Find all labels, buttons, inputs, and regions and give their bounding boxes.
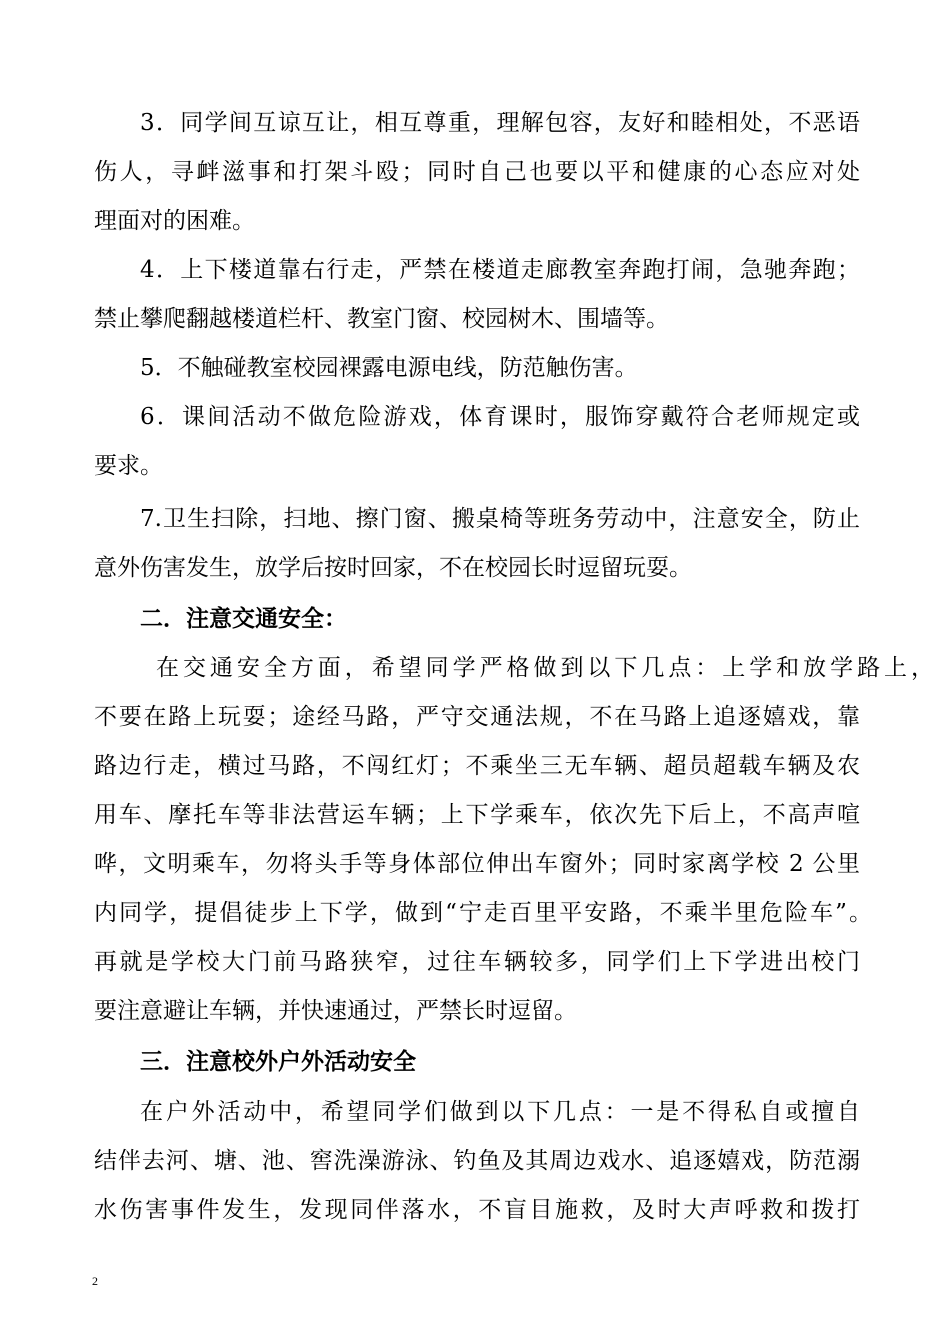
traffic-paragraph-line-6: 内同学，提倡徒步上下学，做到“宁走百里平安路，不乘半里危险车”。 — [94, 900, 872, 926]
paragraph-6-line-2: 要求。 — [94, 453, 163, 479]
paragraph-7-line-2: 意外伤害发生，放学后按时回家，不在校园长时逗留玩耍。 — [94, 555, 692, 581]
paragraph-3-line-3: 理面对的困难。 — [94, 208, 255, 234]
page-number: 2 — [92, 1274, 98, 1288]
traffic-paragraph-line-5: 哗，文明乘车，勿将头手等身体部位伸出车窗外；同时家离学校 2 公里 — [94, 851, 860, 877]
outdoor-paragraph-line-1: 在户外活动中，希望同学们做到以下几点：一是不得私自或擅自 — [140, 1099, 860, 1125]
paragraph-6-line-1: 6．课间活动不做危险游戏，体育课时，服饰穿戴符合老师规定或 — [140, 404, 860, 430]
traffic-paragraph-line-4: 用车、摩托车等非法营运车辆；上下学乘车，依次先下后上，不高声喧 — [94, 802, 860, 828]
traffic-paragraph-line-2: 不要在路上玩耍；途经马路，严守交通法规，不在马路上追逐嬉戏，靠 — [94, 704, 860, 730]
section-heading-traffic-safety: 二．注意交通安全： — [140, 605, 347, 632]
outdoor-paragraph-line-3: 水伤害事件发生，发现同伴落水，不盲目施救，及时大声呼救和拨打 — [94, 1197, 860, 1223]
traffic-paragraph-line-7: 再就是学校大门前马路狭窄，过往车辆较多，同学们上下学进出校门 — [94, 949, 860, 975]
paragraph-5-line-1: 5．不触碰教室校园裸露电源电线，防范触伤害。 — [140, 355, 638, 381]
traffic-paragraph-line-8: 要注意避让车辆，并快速通过，严禁长时逗留。 — [94, 998, 577, 1024]
paragraph-4-line-2: 禁止攀爬翻越楼道栏杆、教室门窗、校园树木、围墙等。 — [94, 306, 669, 332]
outdoor-paragraph-line-2: 结伴去河、塘、池、窖洗澡游泳、钓鱼及其周边戏水、追逐嬉戏，防范溺 — [94, 1148, 860, 1174]
paragraph-3-line-1: 3．同学间互谅互让，相互尊重，理解包容，友好和睦相处，不恶语 — [140, 110, 860, 136]
traffic-paragraph-line-3: 路边行走，横过马路，不闯红灯；不乘坐三无车辆、超员超载车辆及农 — [94, 753, 860, 779]
paragraph-4-line-1: 4．上下楼道靠右行走，严禁在楼道走廊教室奔跑打闹，急驰奔跑； — [140, 257, 860, 283]
paragraph-3-line-2: 伤人，寻衅滋事和打架斗殴；同时自己也要以平和健康的心态应对处 — [94, 159, 860, 185]
paragraph-7-line-1: 7.卫生扫除，扫地、擦门窗、搬桌椅等班务劳动中，注意安全，防止 — [140, 506, 860, 532]
traffic-paragraph-line-1: 在交通安全方面，希望同学严格做到以下几点：上学和放学路上， — [156, 655, 934, 681]
section-heading-outdoor-safety: 三．注意校外户外活动安全 — [140, 1048, 416, 1075]
